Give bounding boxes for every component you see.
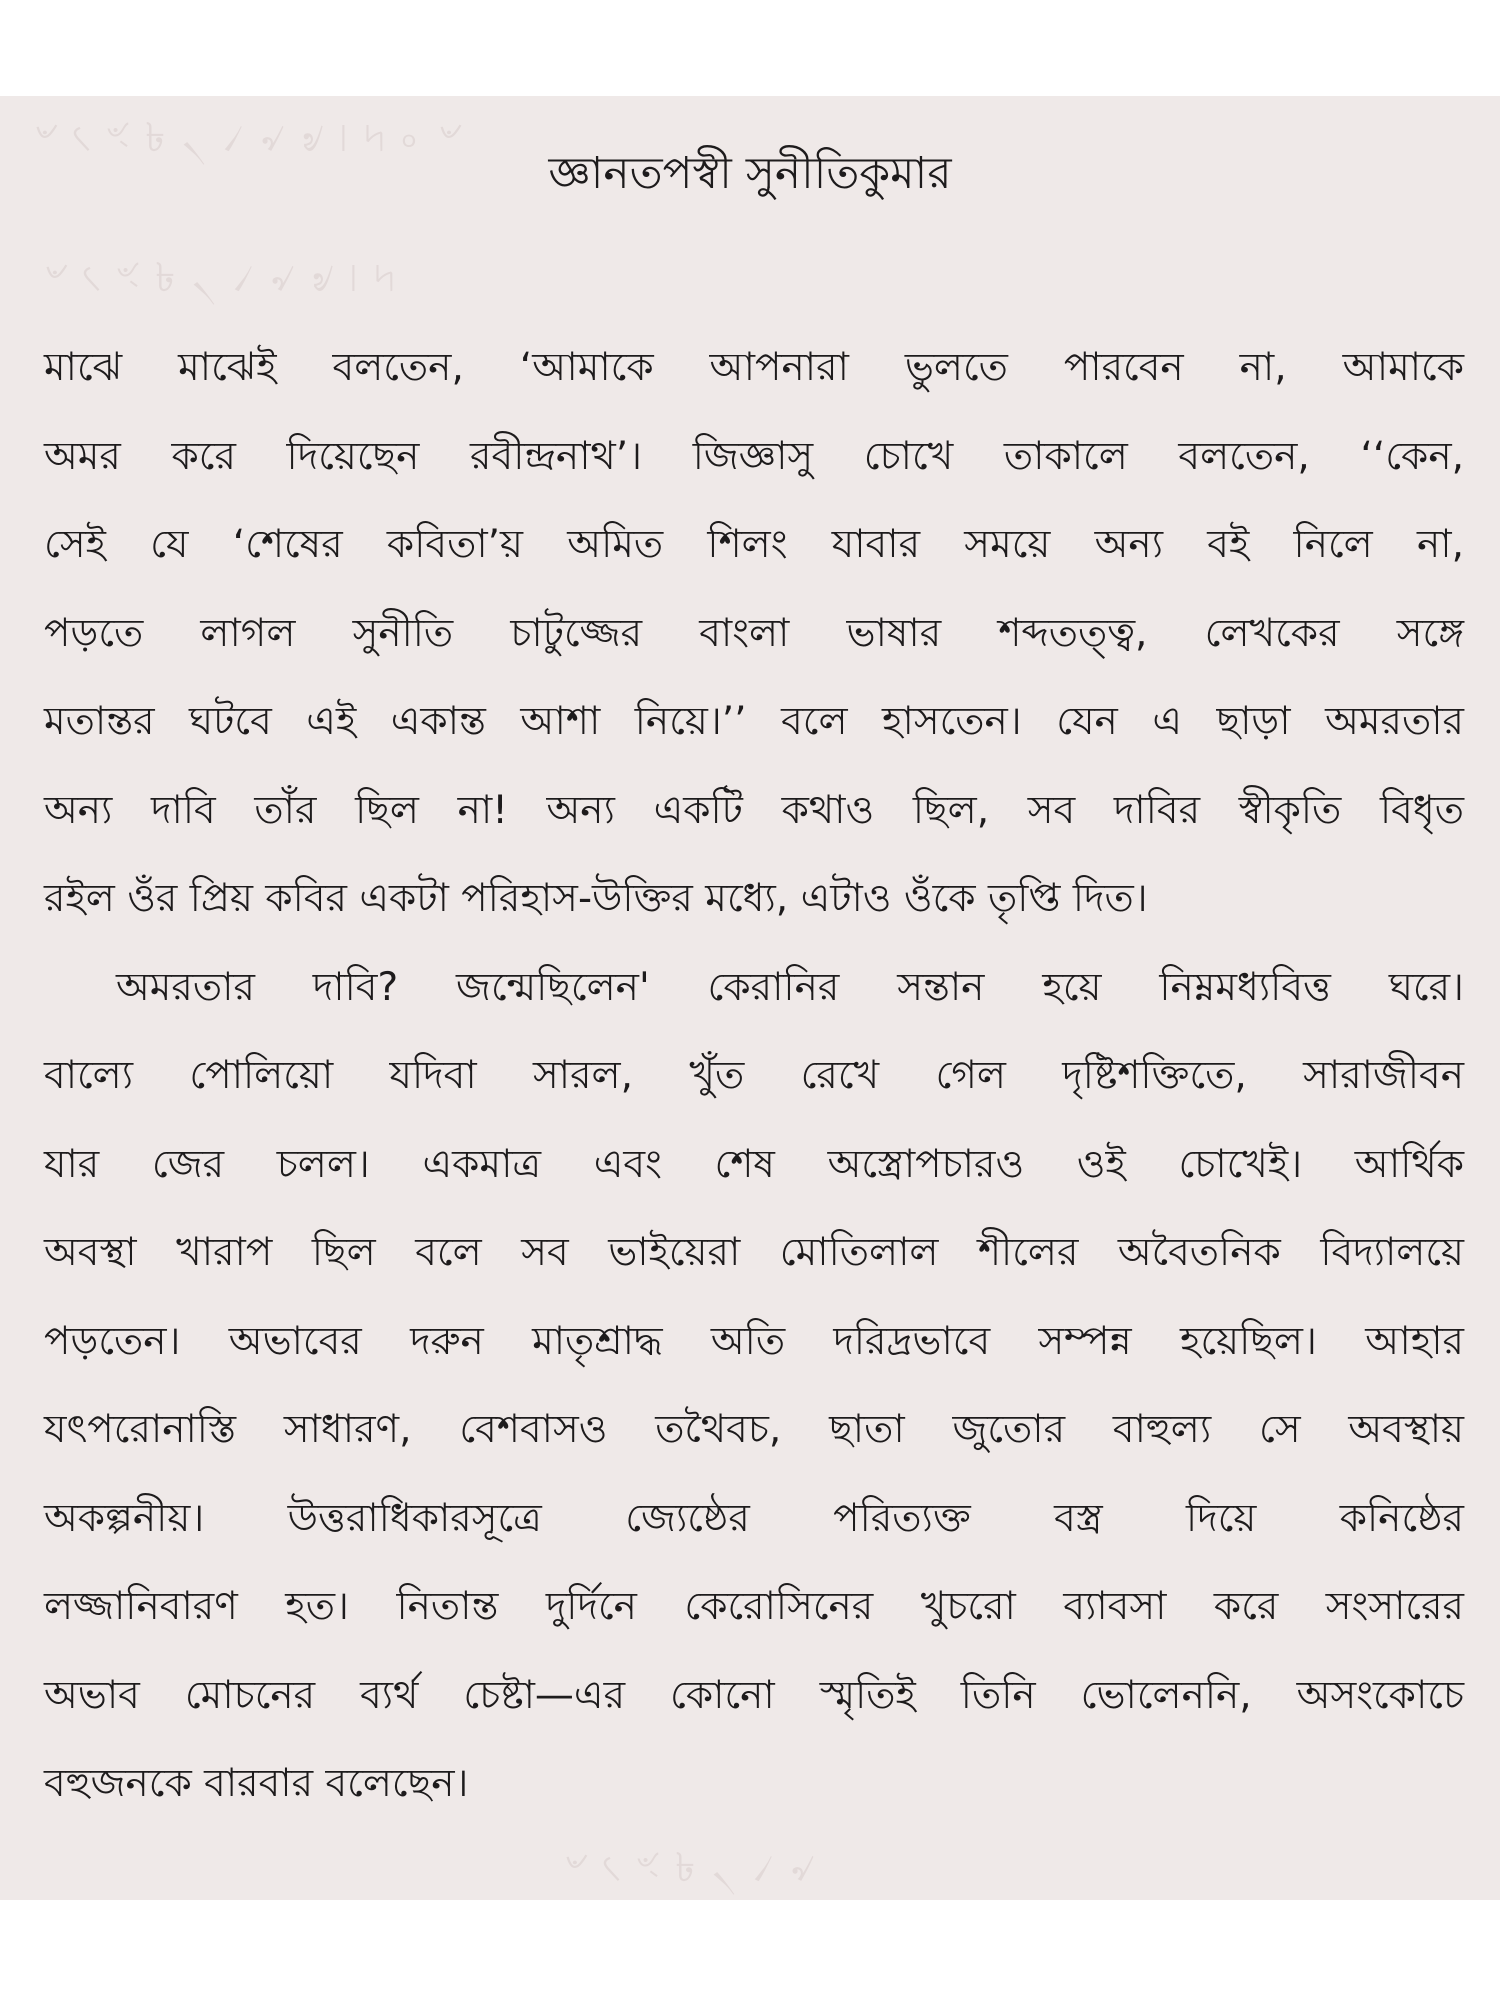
text-line: অভাব মোচনের ব্যর্থ চেষ্টা—এর কোনো স্মৃতিই তিনি ভোলেননি, অসংকোচে xyxy=(44,1672,1464,1718)
text-line: মাঝে মাঝেই বলতেন, ‘আমাকে আপনারা ভুলতে পারবেন না, আমাকে xyxy=(44,345,1464,390)
text-line: অন্য দাবি তাঁর ছিল না! অন্য একটি কথাও ছিল, সব দাবির স্বীকৃতি বিধৃত xyxy=(44,787,1464,833)
text-line: সেই যে ‘শেষের কবিতা’য় অমিত শিলং যাবার সময়ে অন্য বই নিলে না, xyxy=(44,522,1464,567)
body-text xyxy=(44,324,1464,1829)
text-line: পড়তে লাগল সুনীতি চাটুজ্জের বাংলা ভাষার শব্দতত্ত্ব, লেখকের সঙ্গে xyxy=(44,610,1464,656)
text-line: যৎপরোনাস্তি সাধারণ, বেশবাসও তথৈবচ, ছাতা জুতোর বাহুল্য সে অবস্থায় xyxy=(44,1407,1464,1452)
text-line: অমর করে দিয়েছেন রবীন্দ্রনাথ’। জিজ্ঞাসু চোখে তাকালে বলতেন, ‘‘কেন, xyxy=(44,433,1464,479)
text-line: যার জের চলল। একমাত্র এবং শেষ অস্ত্রোপচারও ওই চোখেই। আর্থিক xyxy=(44,1141,1464,1187)
text-line: পড়তেন। অভাবের দরুন মাতৃশ্রাদ্ধ অতি দরিদ্রভাবে সম্পন্ন হয়েছিল। আহার xyxy=(44,1318,1464,1364)
running-head: জ্ঞানতপস্বী সুনীতিকুমার xyxy=(548,148,952,199)
show-through-text: ৺ ৻ ৼ ৳ ৲ ৴ ৵ xyxy=(560,1845,818,1891)
text-line: অবস্থা খারাপ ছিল বলে সব ভাইয়েরা মোতিলাল শীলের অবৈতনিক বিদ্যালয়ে xyxy=(44,1230,1464,1275)
text-line: বহুজনকে বারবার বলেছেন। xyxy=(44,1761,469,1806)
text-line: লজ্জানিবারণ হত। নিতান্ত দুর্দিনে কেরোসিনের খুচরো ব্যাবসা করে সংসারের xyxy=(44,1584,1464,1629)
book-page xyxy=(0,96,1500,1900)
text-line: মতান্তর ঘটবে এই একান্ত আশা নিয়ে।’’ বলে হাসতেন। যেন এ ছাড়া অমরতার xyxy=(44,699,1464,744)
paragraph xyxy=(44,324,1464,944)
show-through-text: ৺ ৻ ৼ ৳ ৲ ৴ ৵ ৶ ৷ ৸ ৹ ৺ xyxy=(30,115,461,161)
text-line: রইল ওঁর প্রিয় কবির একটা পরিহাস-উক্তির মধ্যে, এটাও ওঁকে তৃপ্তি দিত। xyxy=(44,876,1148,921)
text-line: অমরতার দাবি? জন্মেছিলেন' কেরানির সন্তান হয়ে নিম্নমধ্যবিত্ত ঘরে। xyxy=(116,964,1464,1010)
show-through-text: ৺ ৻ ৼ ৳ ৲ ৴ ৵ ৶ ৷ ৸ xyxy=(40,255,397,301)
paragraph xyxy=(44,944,1464,1829)
text-line: বাল্যে পোলিয়ো যদিবা সারল, খুঁত রেখে গেল দৃষ্টিশক্তিতে, সারাজীবন xyxy=(44,1053,1464,1098)
text-line: অকল্পনীয়। উত্তরাধিকারসূত্রে জ্যেষ্ঠের পরিত্যক্ত বস্ত্র দিয়ে কনিষ্ঠের xyxy=(44,1495,1464,1541)
